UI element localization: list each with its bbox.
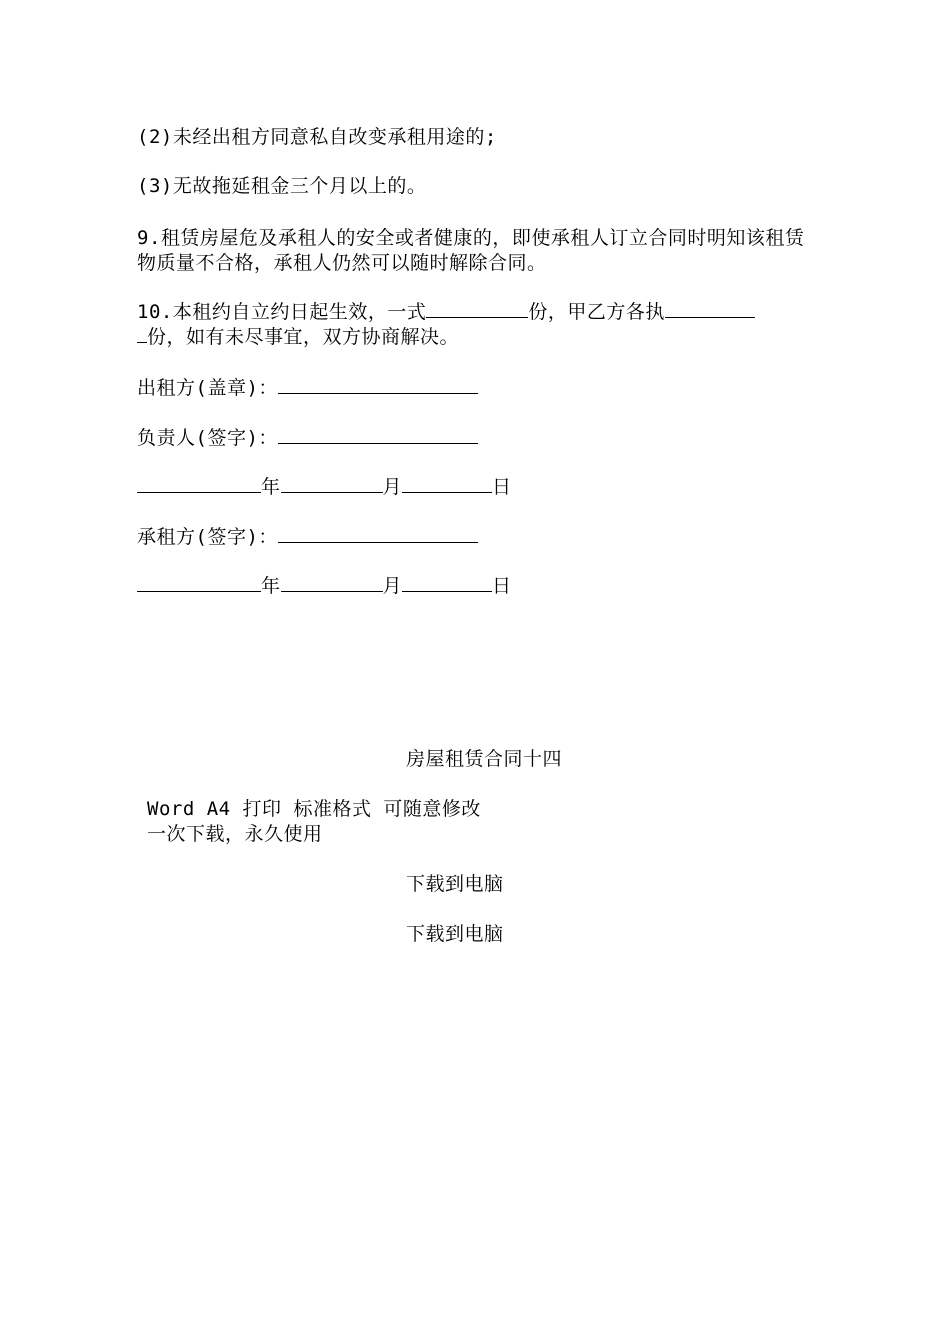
clause-10-text-c: 份，如有未尽事宜，双方协商解决。 — [147, 326, 460, 348]
year-label: 年 — [261, 476, 281, 498]
lessor-date-line — [137, 474, 512, 500]
day-label: 日 — [492, 575, 512, 597]
lessor-blank[interactable] — [278, 375, 478, 394]
month-label: 月 — [382, 476, 403, 498]
contract-item-2: (2)未经出租方同意私自改变承租用途的; — [137, 126, 497, 148]
year-label: 年 — [261, 575, 281, 597]
day-blank[interactable] — [402, 573, 492, 592]
lessee-date-line — [137, 573, 512, 599]
contract-clause-10 — [137, 299, 755, 325]
lessor-signature-line — [137, 375, 478, 401]
copies-each-blank[interactable] — [665, 299, 755, 318]
year-blank[interactable] — [137, 573, 261, 592]
contract-clause-9: 9.租赁房屋危及承租人的安全或者健康的，即使承租人订立合同时明知该租赁物质量不合格，承租人仍然可以随时解除合同。 — [137, 227, 805, 274]
download-link-2[interactable]: 下载到电脑 — [406, 923, 504, 945]
principal-signature-line — [137, 425, 478, 451]
lessee-signature-line — [137, 524, 478, 550]
month-label: 月 — [382, 575, 403, 597]
download-link-1[interactable]: 下载到电脑 — [406, 873, 504, 895]
contract-clause-10-cont — [137, 324, 459, 350]
lessee-blank[interactable] — [278, 524, 478, 543]
year-blank[interactable] — [137, 474, 261, 493]
principal-label: 负责人(签字)： — [137, 427, 278, 449]
principal-blank[interactable] — [278, 425, 478, 444]
month-blank[interactable] — [281, 474, 383, 493]
copies-blank[interactable] — [426, 299, 528, 318]
contract-item-3: (3)无故拖延租金三个月以上的。 — [137, 175, 427, 197]
lessor-label: 出租方(盖章)： — [137, 377, 278, 399]
section-title: 房屋租赁合同十四 — [406, 748, 563, 770]
day-blank[interactable] — [402, 474, 492, 493]
month-blank[interactable] — [281, 573, 383, 592]
copies-each-blank-tail — [137, 324, 147, 343]
day-label: 日 — [492, 476, 512, 498]
lessee-label: 承租方(签字)： — [137, 526, 278, 548]
clause-10-text-b: 份，甲乙方各执 — [528, 301, 665, 323]
promo-line-2: 一次下载，永久使用 — [147, 823, 323, 845]
promo-line-1: Word A4 打印 标准格式 可随意修改 — [147, 798, 481, 820]
clause-10-text-a: 10.本租约自立约日起生效，一式 — [137, 301, 427, 323]
